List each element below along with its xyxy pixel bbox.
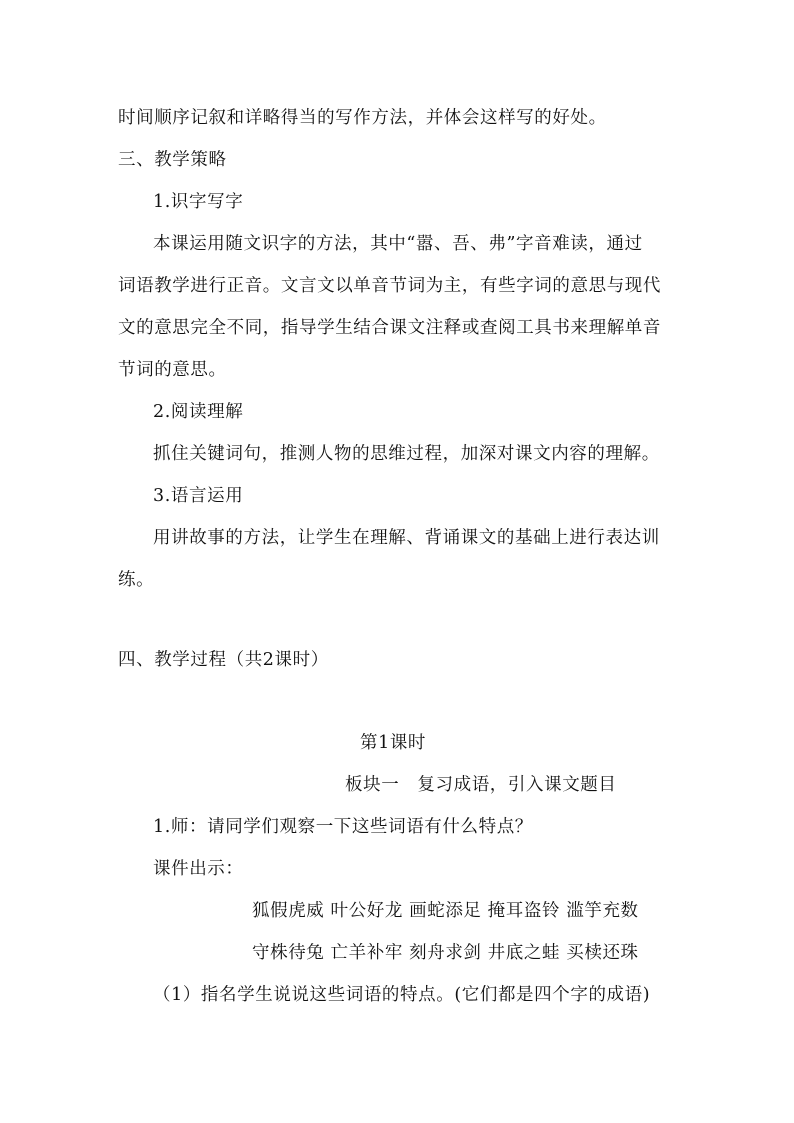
- lesson-title: 第1课时: [360, 733, 427, 753]
- block-title: 板块一 复习成语，引入课文题目: [345, 775, 617, 795]
- subsection-heading: 1.识字写字: [153, 192, 244, 212]
- text-line: 1.师：请同学们观察一下这些词语有什么特点？: [153, 817, 533, 837]
- idiom-row: 狐假虎威 叶公好龙 画蛇添足 掩耳盗铃 滥竽充数: [252, 901, 639, 921]
- section-heading: 三、教学策略: [118, 150, 227, 170]
- text-line: 用讲故事的方法，让学生在理解、背诵课文的基础上进行表达训: [153, 528, 660, 548]
- text-line: 课件出示：: [153, 859, 244, 879]
- text-line: 练。: [118, 570, 155, 590]
- subsection-heading: 2.阅读理解: [153, 402, 244, 422]
- text-line: 节词的意思。: [118, 360, 227, 380]
- text-line: 本课运用随文识字的方法，其中“嚣、吾、弗”字音难读，通过: [153, 234, 643, 254]
- idiom-row: 守株待兔 亡羊补牢 刻舟求剑 井底之蛙 买椟还珠: [252, 943, 639, 963]
- text-line: 时间顺序记叙和详略得当的写作方法，并体会这样写的好处。: [118, 108, 607, 128]
- text-line: 文的意思完全不同，指导学生结合课文注释或查阅工具书来理解单音: [118, 318, 661, 338]
- section-heading: 四、教学过程（共2课时）: [118, 650, 329, 670]
- text-line: 词语教学进行正音。文言文以单音节词为主，有些字词的意思与现代: [118, 276, 661, 296]
- text-line: （1）指名学生说说这些词语的特点。(它们都是四个字的成语): [153, 985, 651, 1005]
- text-line: 抓住关键词句，推测人物的思维过程，加深对课文内容的理解。: [153, 444, 660, 464]
- subsection-heading: 3.语言运用: [153, 486, 244, 506]
